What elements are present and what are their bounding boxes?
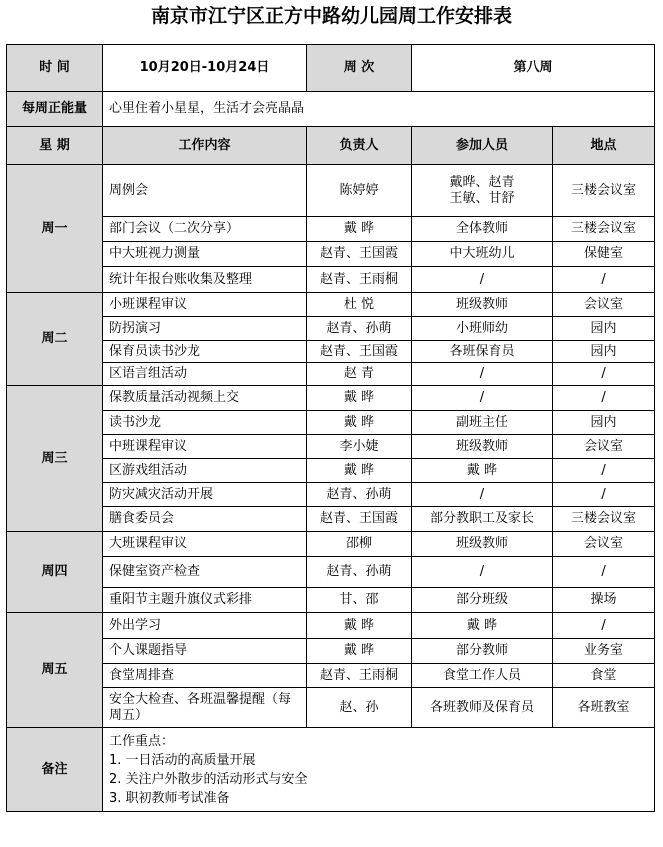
location: 三楼会议室	[553, 165, 655, 217]
owner: 戴 晔	[307, 386, 412, 411]
work-content: 中大班视力测量	[103, 242, 307, 267]
table-row	[7, 386, 655, 411]
work-content: 区游戏组活动	[103, 459, 307, 483]
work-content: 外出学习	[103, 613, 307, 639]
week-value: 第八周	[412, 45, 655, 92]
schedule-table	[6, 44, 655, 812]
week-label: 周 次	[307, 45, 412, 92]
participants: 全体教师	[412, 217, 553, 242]
table-row	[7, 664, 655, 688]
motto-label: 每周正能量	[7, 92, 103, 127]
participants: /	[412, 267, 553, 293]
table-row	[7, 411, 655, 435]
location: 操场	[553, 588, 655, 613]
col-owner: 负责人	[307, 127, 412, 165]
participants: 班级教师	[412, 435, 553, 459]
location: 园内	[553, 317, 655, 341]
work-content: 保健室资产检查	[103, 557, 307, 588]
table-row	[7, 507, 655, 532]
participants: 食堂工作人员	[412, 664, 553, 688]
table-row	[7, 532, 655, 557]
participants: 戴 晔	[412, 613, 553, 639]
time-label: 时 间	[7, 45, 103, 92]
day-label: 周四	[7, 532, 103, 613]
location: 会议室	[553, 532, 655, 557]
table-row	[7, 341, 655, 363]
owner: 李小婕	[307, 435, 412, 459]
participants: 副班主任	[412, 411, 553, 435]
table-row	[7, 557, 655, 588]
owner: 赵青、王雨桐	[307, 664, 412, 688]
header-row	[7, 45, 655, 92]
page-title: 南京市江宁区正方中路幼儿园周工作安排表	[150, 5, 512, 27]
day-label: 周一	[7, 165, 103, 293]
participants: 各班教师及保育员	[412, 688, 553, 728]
day-label: 周五	[7, 613, 103, 728]
participants: 部分教师	[412, 639, 553, 664]
owner: 陈婷婷	[307, 165, 412, 217]
participants: 戴 晔	[412, 459, 553, 483]
location: 园内	[553, 341, 655, 363]
work-content: 膳食委员会	[103, 507, 307, 532]
work-content: 大班课程审议	[103, 532, 307, 557]
notes-item: 2. 关注户外散步的活动形式与安全	[109, 771, 308, 787]
work-content: 食堂周排查	[103, 664, 307, 688]
participants: 部分班级	[412, 588, 553, 613]
table-row	[7, 588, 655, 613]
work-content: 重阳节主题升旗仪式彩排	[103, 588, 307, 613]
notes-item: 3. 职初教师考试准备	[109, 790, 230, 806]
owner: 戴 晔	[307, 613, 412, 639]
table-row	[7, 217, 655, 242]
table-row	[7, 483, 655, 507]
location: /	[553, 613, 655, 639]
participants: 各班保育员	[412, 341, 553, 363]
location: /	[553, 386, 655, 411]
col-content: 工作内容	[103, 127, 307, 165]
work-content: 区语言组活动	[103, 363, 307, 386]
location: /	[553, 363, 655, 386]
work-content: 周例会	[103, 165, 307, 217]
motto-row	[7, 92, 655, 127]
col-participants: 参加人员	[412, 127, 553, 165]
participants: /	[412, 483, 553, 507]
location: 保健室	[553, 242, 655, 267]
table-row	[7, 165, 655, 217]
work-content: 防拐演习	[103, 317, 307, 341]
owner: 赵青、王雨桐	[307, 267, 412, 293]
table-row	[7, 459, 655, 483]
location: 三楼会议室	[553, 507, 655, 532]
work-content: 个人课题指导	[103, 639, 307, 664]
notes-content	[103, 728, 655, 812]
participants: 戴晔、赵青 王敏、甘舒	[412, 165, 553, 217]
participants: 中大班幼儿	[412, 242, 553, 267]
participants: 班级教师	[412, 532, 553, 557]
column-header-row	[7, 127, 655, 165]
motto-text: 心里住着小星星，生活才会亮晶晶	[103, 92, 655, 127]
owner: 赵青、孙萌	[307, 483, 412, 507]
location: /	[553, 483, 655, 507]
table-row	[7, 242, 655, 267]
owner: 赵 青	[307, 363, 412, 386]
participants: /	[412, 557, 553, 588]
owner: 戴 晔	[307, 639, 412, 664]
work-content: 防灾减灾活动开展	[103, 483, 307, 507]
notes-heading: 工作重点：	[109, 733, 175, 749]
notes-row	[7, 728, 655, 812]
participants: 部分教职工及家长	[412, 507, 553, 532]
owner: 赵、孙	[307, 688, 412, 728]
location: /	[553, 459, 655, 483]
date-range: 10月20日-10月24日	[103, 45, 307, 92]
table-row	[7, 293, 655, 317]
owner: 赵青、王国霞	[307, 507, 412, 532]
table-row	[7, 639, 655, 664]
owner: 戴 晔	[307, 459, 412, 483]
owner: 赵青、王国霞	[307, 242, 412, 267]
location: 园内	[553, 411, 655, 435]
table-row	[7, 363, 655, 386]
notes-label: 备注	[7, 728, 103, 812]
day-label: 周三	[7, 386, 103, 532]
work-content: 统计年报台账收集及整理	[103, 267, 307, 293]
owner: 邵柳	[307, 532, 412, 557]
location: 食堂	[553, 664, 655, 688]
location: 三楼会议室	[553, 217, 655, 242]
owner: 戴 晔	[307, 217, 412, 242]
day-label: 周二	[7, 293, 103, 386]
participants: /	[412, 386, 553, 411]
table-row	[7, 613, 655, 639]
owner: 甘、邵	[307, 588, 412, 613]
table-row	[7, 435, 655, 459]
participants: /	[412, 363, 553, 386]
location: /	[553, 267, 655, 293]
owner: 赵青、王国霞	[307, 341, 412, 363]
work-content: 保教质量活动视频上交	[103, 386, 307, 411]
col-day: 星 期	[7, 127, 103, 165]
participants: 小班师幼	[412, 317, 553, 341]
work-content: 部门会议（二次分享）	[103, 217, 307, 242]
owner: 戴 晔	[307, 411, 412, 435]
location: 业务室	[553, 639, 655, 664]
location: /	[553, 557, 655, 588]
location: 各班教室	[553, 688, 655, 728]
table-row	[7, 317, 655, 341]
table-row	[7, 267, 655, 293]
work-content: 小班课程审议	[103, 293, 307, 317]
owner: 赵青、孙萌	[307, 317, 412, 341]
col-location: 地点	[553, 127, 655, 165]
work-content: 读书沙龙	[103, 411, 307, 435]
owner: 杜 悦	[307, 293, 412, 317]
work-content: 安全大检查、各班温馨提醒（每周五）	[103, 688, 307, 728]
participants: 班级教师	[412, 293, 553, 317]
work-content: 中班课程审议	[103, 435, 307, 459]
location: 会议室	[553, 435, 655, 459]
location: 会议室	[553, 293, 655, 317]
work-content: 保育员读书沙龙	[103, 341, 307, 363]
table-row	[7, 688, 655, 728]
owner: 赵青、孙萌	[307, 557, 412, 588]
notes-item: 1. 一日活动的高质量开展	[109, 752, 256, 768]
